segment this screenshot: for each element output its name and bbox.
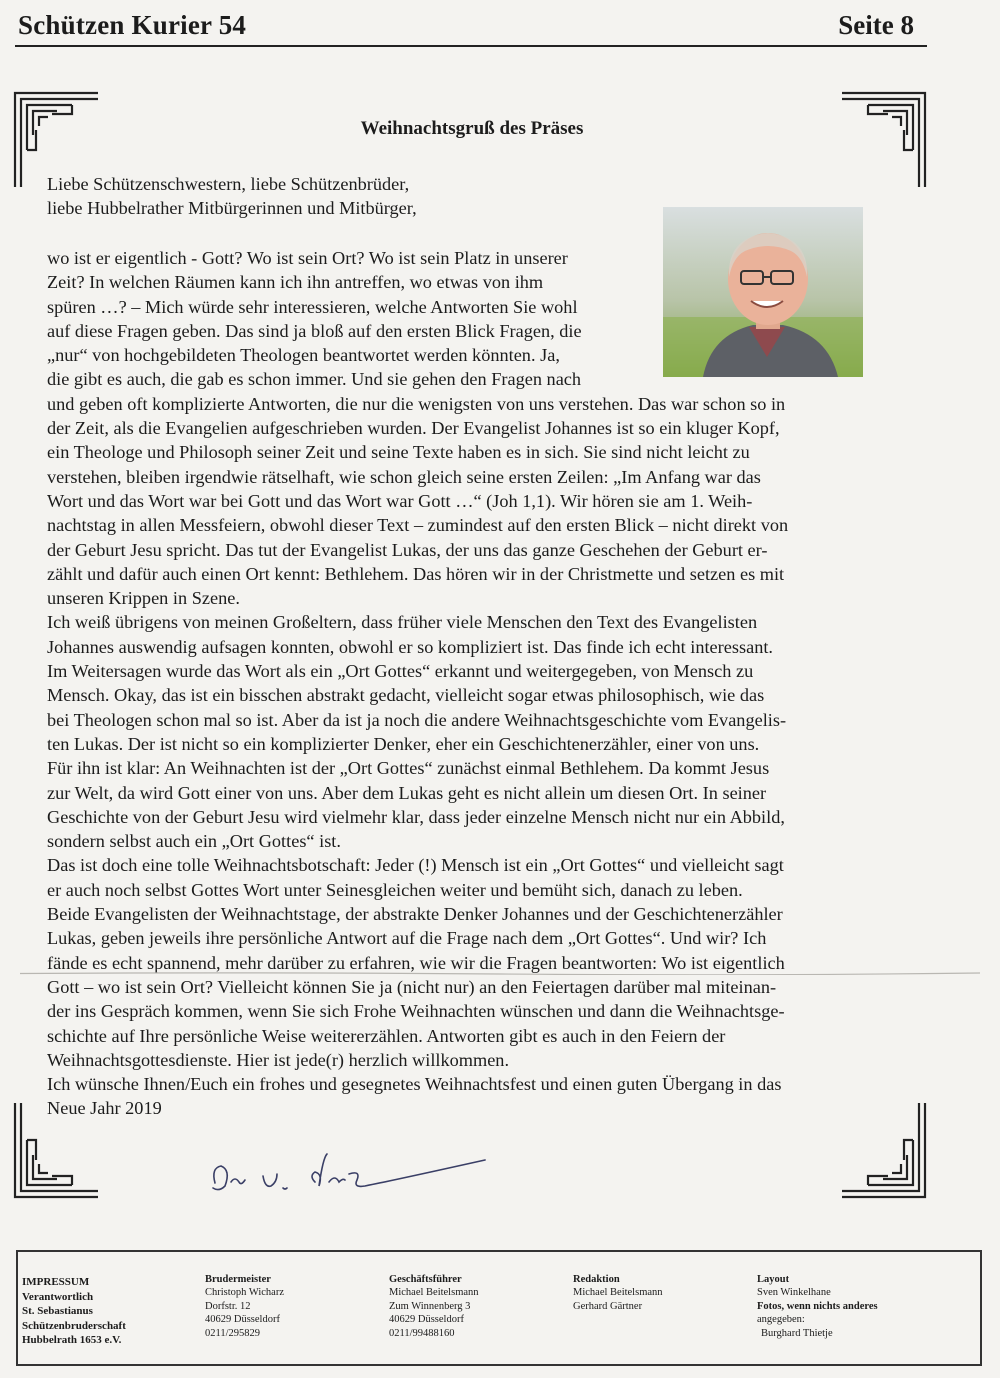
impressum-line: 40629 Düsseldorf bbox=[389, 1314, 464, 1326]
body-line: Johannes auswendig aufsagen konnten, obwohl er so kompliziert ist. Das finde ich echt interessant. bbox=[47, 636, 773, 657]
body-line: er auch noch selbst Gottes Wort unter Seinesgleichen weiter und bemüht sich, danach zu leben. bbox=[47, 879, 743, 900]
impressum-line: Gerhard Gärtner bbox=[573, 1300, 643, 1312]
body-line: Lukas, geben jeweils ihre persönliche Antwort auf die Frage nach dem „Ort Gottes“. Und wir? Ich bbox=[47, 928, 767, 949]
body-line: der Zeit, als die Evangelien aufgeschrieben wurden. Der Evangelist Johannes ist so ein kluger Kopf, bbox=[47, 418, 780, 439]
body-line: Im Weitersagen wurde das Wort als ein „Ort Gottes“ erkannt und weitergegeben, von Mensch zu bbox=[47, 661, 754, 682]
body-line: bei Theologen schon mal so ist. Aber da ist ja noch die andere Weihnachtsgeschichte vom Evangelis- bbox=[47, 709, 787, 730]
corner-ornament-top-right bbox=[838, 90, 928, 190]
body-line: und geben oft komplizierte Antworten, die nur die wenigsten von uns verstehen. Das war schon so in bbox=[47, 393, 786, 414]
impressum-heading: Redaktion bbox=[573, 1274, 620, 1285]
body-line: Zeit? In welchen Räumen kann ich ihn antreffen, wo etwas von ihm bbox=[47, 272, 544, 293]
article-body bbox=[47, 246, 788, 1121]
body-line: Mensch. Okay, das ist ein bisschen abstrakt gedacht, vielleicht sogar etwas philosophisch, wie das bbox=[47, 685, 765, 706]
body-line: Ich wünsche Ihnen/Euch ein frohes und gesegnetes Weihnachtsfest und einen guten Übergang in das bbox=[47, 1074, 782, 1095]
impressum-line: St. Sebastianus bbox=[22, 1305, 93, 1317]
impressum-line: Zum Winnenberg 3 bbox=[389, 1300, 471, 1312]
body-line: Gott – wo ist sein Ort? Vielleicht können Sie ja (nicht nur) an den Feiertagen darüber mal miteinan- bbox=[47, 976, 777, 997]
impressum-heading: Brudermeister bbox=[205, 1274, 271, 1285]
body-line: ein Theologe und Philosoph seiner Zeit und seine Texte haben es in sich. Sie sind nicht leicht zu bbox=[47, 442, 750, 463]
body-line: Ich weiß übrigens von meinen Großeltern, dass früher viele Menschen den Text des Evangelisten bbox=[47, 612, 758, 633]
impressum-line: angegeben: bbox=[757, 1314, 805, 1326]
impressum-line: Schützenbruderschaft bbox=[22, 1319, 126, 1332]
body-line: Das ist doch eine tolle Weihnachtsbotschaft: Jeder (!) Mensch ist ein „Ort Gottes“ und vielleicht sagt bbox=[47, 855, 784, 876]
body-line: ten Lukas. Der ist nicht so ein komplizierter Denker, eher ein Geschichtenerzähler, einer von uns. bbox=[47, 733, 760, 754]
greeting bbox=[47, 172, 417, 220]
impressum-geschaeftsfuehrer bbox=[389, 1273, 479, 1340]
body-line: Beide Evangelisten der Weihnachtstage, der abstrakte Denker Johannes und der Geschichtenerzähler bbox=[47, 904, 783, 925]
body-line: schichte auf Ihre persönliche Weise weitererzählen. Antworten gibt es auch in den Feiern der bbox=[47, 1025, 726, 1046]
body-line: zur Welt, da wird Gott einer von uns. Aber dem Lukas geht es nicht allein um diesen Ort. In seiner bbox=[47, 782, 767, 803]
body-line: unseren Krippen in Szene. bbox=[47, 588, 240, 609]
signature-text: Dr. v. der bbox=[205, 1206, 209, 1207]
impressum-line: Hubbelrath 1653 e.V. bbox=[22, 1334, 122, 1346]
body-line: Weihnachtsgottesdienste. Hier ist jede(r) herzlich willkommen. bbox=[47, 1049, 510, 1070]
impressum-line: 0211/295829 bbox=[205, 1327, 261, 1339]
impressum-heading: Fotos, wenn nichts anderes bbox=[757, 1300, 878, 1312]
body-line: wo ist er eigentlich - Gott? Wo ist sein Ort? Wo ist sein Platz in unserer bbox=[47, 248, 568, 268]
impressum-line: Dorfstr. 12 bbox=[205, 1300, 251, 1312]
body-line: Neue Jahr 2019 bbox=[47, 1098, 162, 1119]
paper-fold bbox=[20, 972, 980, 975]
body-line: „nur“ von hochgebildeten Theologen beantwortet werden könnten. Ja, bbox=[47, 345, 560, 366]
signature bbox=[205, 1148, 495, 1208]
body-line: Wort und das Wort war bei Gott und das Wort war Gott …“ (Joh 1,1). Wir hören sie am 1. Weih- bbox=[47, 490, 753, 511]
greeting-line: Liebe Schützenschwestern, liebe Schützenbrüder, bbox=[47, 174, 410, 194]
body-line: der Geburt Jesu spricht. Das tut der Evangelist Lukas, der uns das ganze Geschehen der Geburt er- bbox=[47, 539, 768, 560]
article-title: Weihnachtsgruß des Präses bbox=[360, 118, 584, 139]
impressum-line: IMPRESSUM bbox=[22, 1276, 90, 1288]
impressum-line: 40629 Düsseldorf bbox=[205, 1314, 280, 1326]
impressum-line: Sven Winkelhane bbox=[757, 1287, 831, 1299]
impressum-brudermeister bbox=[205, 1273, 284, 1340]
impressum-line: Michael Beitelsmann bbox=[389, 1287, 479, 1299]
body-line: spüren …? – Mich würde sehr interessieren, welche Antworten Sie wohl bbox=[47, 296, 578, 317]
body-line: fände es echt spannend, mehr darüber zu erfahren, wie wir die Fragen beantworten: Wo ist eigentlich bbox=[47, 952, 785, 973]
impressum-line: Verantwortlich bbox=[22, 1290, 94, 1303]
impressum-line: Christoph Wicharz bbox=[205, 1287, 284, 1299]
newsletter-title: Schützen Kurier 54 bbox=[18, 10, 247, 40]
impressum-main bbox=[22, 1275, 126, 1348]
body-line: verstehen, bleiben irgendwie rätselhaft, wie schon gleich seine ersten Zeilen: „Im Anfang war das bbox=[47, 466, 761, 487]
impressum-line: Michael Beitelsmann bbox=[573, 1287, 663, 1299]
body-line: Geschichte von der Geburt Jesu wird vielmehr klar, dass jeder einzelne Mensch nicht nur ein Abbild, bbox=[47, 806, 785, 827]
header-rule bbox=[15, 45, 927, 47]
greeting-line: liebe Hubbelrather Mitbürgerinnen und Mitbürger, bbox=[47, 198, 417, 218]
body-line: die gibt es auch, die gab es schon immer. Und sie gehen den Fragen nach bbox=[47, 369, 582, 390]
body-line: auf diese Fragen geben. Das sind ja bloß auf den ersten Blick Fragen, die bbox=[47, 320, 582, 341]
body-line: zählt und dafür auch einen Ort kennt: Bethlehem. Das hören wir in der Christmette und setzen es mit bbox=[47, 563, 785, 584]
impressum-redaktion bbox=[573, 1273, 663, 1313]
body-line: nachtstag in allen Messfeiern, obwohl dieser Text – zumindest auf den ersten Blick – nicht direkt von bbox=[47, 515, 789, 536]
impressum-line: 0211/99488160 bbox=[389, 1327, 455, 1339]
body-line: der ins Gespräch kommen, wenn Sie sich Frohe Weihnachten wünschen und dann die Weihnachtsge- bbox=[47, 1001, 785, 1022]
impressum-line: Burghard Thietje bbox=[761, 1327, 833, 1339]
impressum-layout bbox=[757, 1273, 878, 1340]
page-number: Seite 8 bbox=[838, 10, 914, 40]
corner-ornament-bottom-right bbox=[838, 1100, 928, 1200]
body-line: Für ihn ist klar: An Weihnachten ist der „Ort Gottes“ zunächst einmal Bethlehem. Da kommt Jesus bbox=[47, 758, 770, 779]
impressum-heading: Layout bbox=[757, 1274, 790, 1285]
body-line: sondern selbst auch ein „Ort Gottes“ ist. bbox=[47, 831, 341, 852]
impressum-heading: Geschäftsführer bbox=[389, 1274, 462, 1285]
